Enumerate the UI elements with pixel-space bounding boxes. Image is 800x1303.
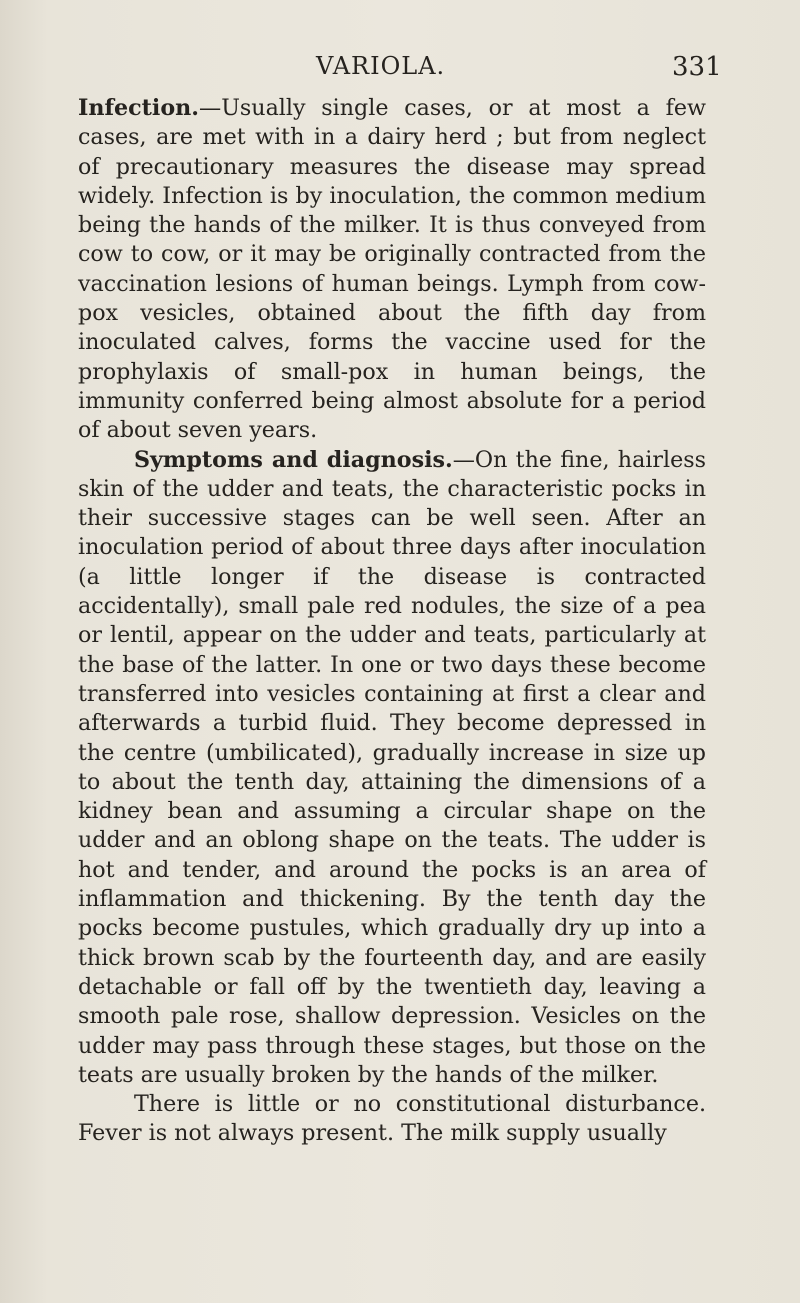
page-number: 331 bbox=[672, 52, 722, 82]
page-header bbox=[0, 52, 800, 88]
paragraph-symptoms bbox=[78, 446, 706, 1091]
paragraph-constitutional bbox=[78, 1090, 706, 1149]
paragraph-text: —On the fine, hairless skin of the udder and teats, the characteristic pocks in their successive stages can be well seen. After an inoculation period of about three days after inoculation (a little longer if the disease is contracted accidentally), small pale red nodules, the size of a pea or lentil, appear on the udder and teats, particularly at the base of the latter. In one or two days these become transferred into vesicles containing at first a clear and afterwards a turbid fluid. They become depressed in the centre (umbilicated), gradually increase in size up to about the tenth day, attaining the dimensions of a kidney bean and assuming a circular shape on the udder and an oblong shape on the teats. The udder is hot and tender, and around the pocks is an area of inflammation and thickening. By the tenth day the pocks become pustules, which gradually dry up into a thick brown scab by the fourteenth day, and are easily detachable or fall off by the twentieth day, leaving a smooth pale rose, shallow depression. Vesicles on the udder may pass through these stages, but those on the teats are usually broken by the hands of the milker. bbox=[78, 446, 706, 1088]
body-text bbox=[78, 94, 706, 1149]
running-head: VARIOLA. bbox=[316, 52, 446, 80]
section-heading-infection: Infection. bbox=[78, 95, 200, 121]
paragraph-text: There is little or no constitutional disturbance. Fever is not always present. The milk supply usually bbox=[78, 1091, 706, 1147]
section-heading-symptoms: Symptoms and diagnosis. bbox=[134, 446, 453, 473]
paragraph-text: —Usually single cases, or at most a few cases, are met with in a dairy herd ; but from neglect of precautionary measures the disease may spread widely. Infection is by inoculation, the common medium being the hands of the milker. It is thus conveyed from cow to cow, or it may be originally contracted from the vaccination lesions of human beings. Lymph from cow-pox vesicles, obtained about the fifth day from inoculated calves, forms the vaccine used for the prophylaxis of small-pox in human beings, the immunity conferred being almost absolute for a period of about seven years. bbox=[78, 95, 706, 444]
paragraph-infection bbox=[78, 94, 706, 446]
